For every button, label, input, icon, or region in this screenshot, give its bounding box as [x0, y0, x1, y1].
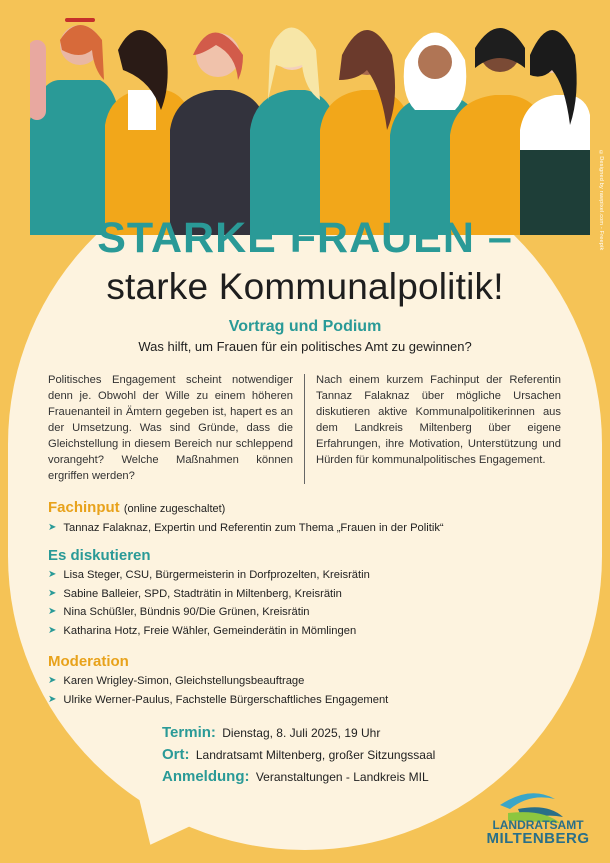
moderator-description: Gleichstellungsbeauftrage [175, 675, 305, 687]
ort-value: Landratsamt Miltenberg, großer Sitzungssaal [195, 748, 436, 762]
title-line-1: STARKE FRAUEN – [97, 214, 513, 262]
list-item [48, 566, 370, 585]
woman-8-figure [520, 30, 590, 235]
intro-text-right: Nach einem kurzem Fachinput der Referentin Tannaz Falaknaz über mögliche Ursachen diskutieren aktive Kommunalpolitikerinnen aus dem Landkreis Miltenberg über eigene Erfahrungen, ihre Motivation, Unterstützung und Hürden für kommunalpolitisches Engagement. [316, 374, 561, 466]
arrow-right-icon: ➤ [48, 569, 57, 580]
panelist-description: Bündnis 90/Die Grünen, Kreisrätin [139, 606, 310, 618]
panelist-description: CSU, Bürgermeisterin in Dorfprozelten, Kreisrätin [125, 569, 370, 581]
event-question: Was hilft, um Frauen für ein politisches Amt zu gewinnen? [138, 339, 472, 354]
speaker-description: Expertin und Referentin zum Thema „Frauen in der Politik“ [154, 522, 444, 534]
arrow-right-icon: ➤ [48, 587, 57, 599]
anmeldung-row [162, 766, 435, 788]
fachinput-heading [48, 498, 444, 519]
list-item [48, 585, 370, 604]
title-line-2: starke Kommunalpolitik! [106, 266, 504, 307]
arrow-right-icon: ➤ [48, 606, 57, 617]
arrow-right-icon: ➤ [48, 693, 57, 705]
fachinput-section [48, 498, 444, 538]
list-item [48, 622, 370, 641]
arrow-right-icon: ➤ [48, 522, 57, 533]
moderator-name: Karen Wrigley-Simon, [63, 675, 172, 687]
panelist-name: Nina Schüßler, [63, 606, 137, 618]
arrow-right-icon: ➤ [48, 675, 57, 686]
event-info [162, 722, 435, 788]
list-item [48, 691, 388, 710]
image-credit: ©Designed by rawpixel.com - Freepik [598, 150, 604, 251]
ort-row [162, 744, 435, 766]
discussion-section [48, 546, 370, 640]
anmeldung-value: Veranstaltungen - Landkreis MIL [255, 770, 429, 784]
intro-text-left: Politisches Engagement scheint notwendiger denn je. Obwohl der Wille zu einem höheren Frauenanteil in Ämtern gegeben ist, hapert es an der Umsetzung. Was sind Gründe, dass die Gleichstellung in diesem Bereich nur schleppend vorangeht? Welche Maßnahmen können ergriffen werden? [48, 374, 293, 482]
panelist-name: Sabine Balleier, [63, 587, 142, 600]
logo-line-2: MILTENBERG [486, 830, 590, 847]
speaker-name: Tannaz Falaknaz, [63, 522, 152, 534]
logo-line-1: LANDRATSAMT [492, 818, 584, 832]
moderation-heading: Moderation [48, 653, 129, 670]
panelist-name: Katharina Hotz, [63, 624, 141, 637]
event-subtitle: Vortrag und Podium [228, 318, 382, 335]
list-item [48, 672, 388, 691]
column-divider [304, 374, 305, 484]
landratsamt-logo-text [478, 818, 598, 846]
arrow-right-icon: ➤ [48, 624, 57, 636]
panelist-name: Lisa Steger, [63, 569, 123, 581]
discussion-heading: Es diskutieren [48, 547, 151, 564]
ort-label: Ort: [162, 746, 190, 763]
termin-row [162, 722, 435, 744]
termin-value: Dienstag, 8. Juli 2025, 19 Uhr [222, 726, 381, 740]
termin-label: Termin: [162, 724, 216, 741]
panelist-description: SPD, Stadträtin in Miltenberg, Kreisrätin [144, 587, 342, 600]
anmeldung-label: Anmeldung: [162, 768, 250, 785]
panelist-description: Freie Wähler, Gemeinderätin in Mömlingen [143, 624, 357, 637]
list-item [48, 519, 444, 538]
moderation-section [48, 652, 388, 709]
moderator-name: Ulrike Werner-Paulus, [63, 693, 173, 706]
women-illustration [30, 0, 590, 235]
fachinput-note: (online zugeschaltet) [123, 503, 226, 515]
list-item [48, 603, 370, 622]
moderator-description: Fachstelle Bürgerschaftliches Engagement [175, 693, 389, 706]
fachinput-heading-text: Fachinput [48, 499, 120, 516]
